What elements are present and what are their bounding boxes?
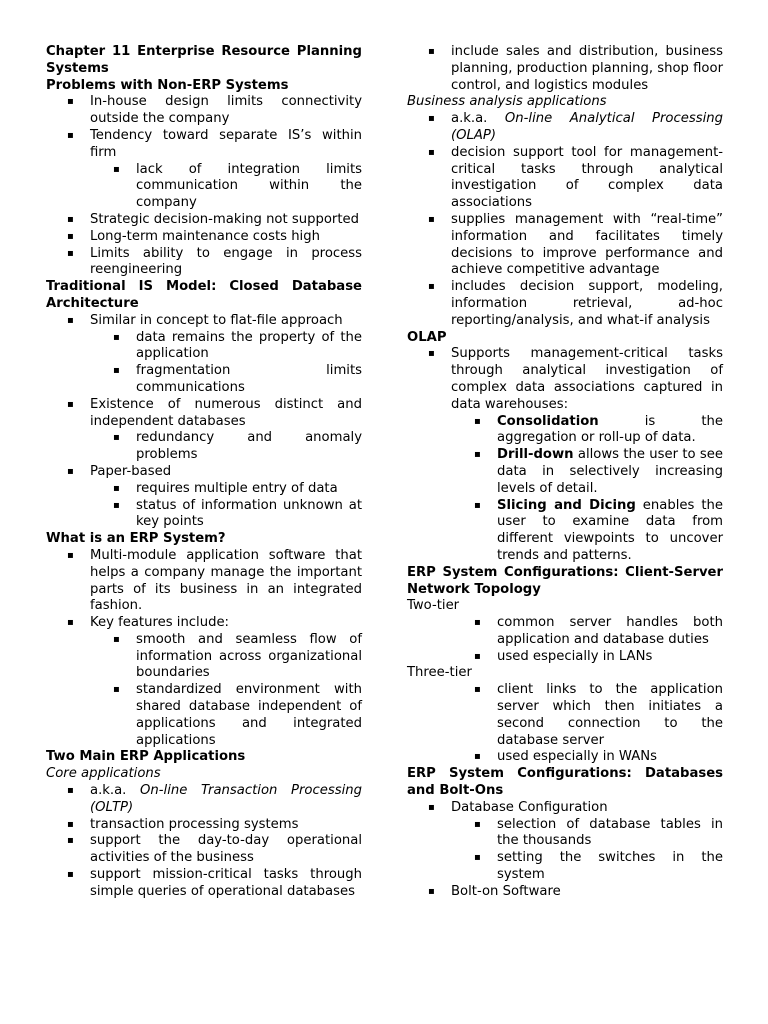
item-text: Supports management-critical tasks through analytical investigation of complex data associations captured in data warehouses: bbox=[451, 346, 723, 412]
sub-bullet-item bbox=[407, 649, 723, 666]
square-bullet-icon: ▪ bbox=[67, 213, 74, 225]
bullet-item bbox=[46, 94, 362, 128]
item-text: Long-term maintenance costs high bbox=[90, 228, 320, 244]
bullet-item bbox=[46, 229, 362, 246]
sub-bullet-item bbox=[407, 447, 723, 497]
square-bullet-icon: ▪ bbox=[67, 785, 74, 797]
square-bullet-icon: ▪ bbox=[474, 818, 481, 830]
item-text: requires multiple entry of data bbox=[136, 480, 338, 496]
bullet-item bbox=[46, 615, 362, 632]
section-heading: Chapter 11 Enterprise Resource Planning Systems bbox=[46, 44, 362, 76]
item-emphasis: On-line Analytical Processing (OLAP) bbox=[451, 111, 723, 143]
bullet-item bbox=[407, 145, 723, 212]
item-text: smooth and seamless flow of information across organizational boundaries bbox=[136, 631, 362, 681]
square-bullet-icon: ▪ bbox=[428, 281, 435, 293]
sub-bullet-item bbox=[46, 498, 362, 532]
item-text: Database Configuration bbox=[451, 799, 608, 815]
item-text: common server handles both application and database duties bbox=[497, 615, 723, 647]
item-text: fragmentation limits communications bbox=[136, 363, 362, 395]
sub-bullet-item bbox=[46, 682, 362, 749]
square-bullet-icon: ▪ bbox=[67, 869, 74, 881]
item-text: include sales and distribution, business planning, production planning, shop floor control, and logistics modules bbox=[451, 44, 723, 93]
square-bullet-icon: ▪ bbox=[67, 835, 74, 847]
item-text: client links to the application server which then initiates a second connection to the database server bbox=[497, 682, 723, 748]
square-bullet-icon: ▪ bbox=[428, 885, 435, 897]
square-bullet-icon: ▪ bbox=[474, 650, 481, 662]
square-bullet-icon: ▪ bbox=[113, 432, 120, 444]
item-text: includes decision support, modeling, information retrieval, ad-hoc reporting/analysis, and what-if analysis bbox=[451, 279, 723, 328]
sub-bullet-item bbox=[407, 850, 723, 884]
square-bullet-icon: ▪ bbox=[474, 684, 481, 696]
subheading: Core applications bbox=[46, 766, 161, 782]
paragraph: Two-tier bbox=[407, 598, 460, 614]
item-text: decision support tool for management-critical tasks through analytical investigation of complex data associations bbox=[451, 144, 723, 211]
bullet-item bbox=[407, 346, 723, 413]
bullet-item bbox=[46, 817, 362, 834]
item-text: standardized environment with shared database independent of applications and integrated applications bbox=[136, 682, 362, 748]
item-emphasis: On-line Transaction Processing (OLTP) bbox=[90, 783, 362, 815]
square-bullet-icon: ▪ bbox=[113, 163, 120, 175]
item-text: Existence of numerous distinct and independent databases bbox=[90, 396, 362, 429]
bullet-item bbox=[46, 464, 362, 481]
sub-bullet-item bbox=[46, 481, 362, 498]
bullet-item bbox=[46, 212, 362, 229]
square-bullet-icon: ▪ bbox=[474, 449, 481, 461]
bullet-item bbox=[407, 884, 723, 901]
square-bullet-icon: ▪ bbox=[474, 617, 481, 629]
item-term: Drill-down bbox=[497, 447, 574, 463]
bullet-item bbox=[46, 313, 362, 330]
square-bullet-icon: ▪ bbox=[67, 465, 74, 477]
section-heading: What is an ERP System? bbox=[46, 531, 226, 547]
item-text: a.k.a. bbox=[90, 783, 141, 799]
item-text: support mission-critical tasks through simple queries of operational databases bbox=[90, 867, 362, 899]
square-bullet-icon: ▪ bbox=[428, 348, 435, 360]
item-text: data remains the property of the application bbox=[136, 329, 362, 362]
square-bullet-icon: ▪ bbox=[428, 46, 435, 57]
item-text: Key features include: bbox=[90, 615, 229, 631]
bullet-item bbox=[407, 800, 723, 817]
item-text: transaction processing systems bbox=[90, 816, 299, 832]
sub-bullet-item bbox=[46, 363, 362, 397]
square-bullet-icon: ▪ bbox=[113, 482, 120, 494]
sub-bullet-item bbox=[46, 632, 362, 682]
square-bullet-icon: ▪ bbox=[474, 751, 481, 763]
sub-bullet-item bbox=[46, 162, 362, 212]
square-bullet-icon: ▪ bbox=[67, 314, 74, 326]
square-bullet-icon: ▪ bbox=[67, 247, 74, 259]
item-text: status of information unknown at key points bbox=[136, 497, 362, 530]
item-text: Similar in concept to flat-file approach bbox=[90, 312, 343, 328]
item-term: Slicing and Dicing bbox=[497, 497, 636, 513]
square-bullet-icon: ▪ bbox=[113, 633, 120, 645]
sub-bullet-item bbox=[46, 430, 362, 464]
square-bullet-icon: ▪ bbox=[428, 213, 435, 225]
square-bullet-icon: ▪ bbox=[67, 549, 74, 561]
item-text: selection of database tables in the thousands bbox=[497, 816, 723, 849]
sub-bullet-item bbox=[407, 615, 723, 649]
square-bullet-icon: ▪ bbox=[113, 331, 120, 343]
item-term: Consolidation bbox=[497, 413, 599, 429]
bullet-item bbox=[46, 867, 362, 901]
item-text: used especially in LANs bbox=[497, 648, 653, 664]
square-bullet-icon: ▪ bbox=[67, 96, 74, 108]
subheading: Business analysis applications bbox=[407, 94, 607, 110]
square-bullet-icon: ▪ bbox=[67, 818, 74, 830]
item-text: Multi-module application software that helps a company manage the important parts of its business in an integrated fashion. bbox=[90, 547, 362, 614]
item-text: supplies management with “real-time” information and facilitates timely decisions to improve performance and achieve competitive advantage bbox=[451, 211, 723, 278]
bullet-item bbox=[46, 783, 362, 817]
left-column bbox=[46, 44, 362, 901]
bullet-item bbox=[46, 833, 362, 867]
bullet-item bbox=[46, 397, 362, 431]
section-heading: OLAP bbox=[407, 329, 447, 345]
sub-bullet-item bbox=[407, 817, 723, 851]
item-text: Tendency toward separate IS’s within firm bbox=[90, 127, 362, 160]
square-bullet-icon: ▪ bbox=[113, 499, 120, 511]
sub-bullet-item bbox=[407, 682, 723, 749]
item-text: Bolt-on Software bbox=[451, 883, 561, 899]
item-text: enables the user to examine data from different viewpoints to uncover trends and patterns. bbox=[497, 497, 723, 563]
sub-bullet-item bbox=[407, 498, 723, 565]
square-bullet-icon: ▪ bbox=[474, 499, 481, 511]
paragraph: Three-tier bbox=[407, 665, 472, 681]
item-text: setting the switches in the system bbox=[497, 850, 723, 883]
square-bullet-icon: ▪ bbox=[474, 415, 481, 427]
bullet-item bbox=[46, 548, 362, 615]
bullet-item bbox=[46, 128, 362, 162]
item-text: support the day-to-day operational activities of the business bbox=[90, 833, 362, 866]
square-bullet-icon: ▪ bbox=[113, 684, 120, 696]
item-text: allows the user to see data in selectively increasing levels of detail. bbox=[497, 447, 723, 496]
section-heading: Problems with Non-ERP Systems bbox=[46, 77, 289, 93]
square-bullet-icon: ▪ bbox=[67, 129, 74, 141]
square-bullet-icon: ▪ bbox=[67, 398, 74, 410]
section-heading: Two Main ERP Applications bbox=[46, 749, 246, 765]
sub-bullet-item bbox=[46, 330, 362, 364]
item-text: a.k.a. bbox=[451, 111, 505, 127]
item-text: lack of integration limits communication within the company bbox=[136, 161, 362, 211]
sub-bullet-item bbox=[407, 414, 723, 448]
item-text: In-house design limits connectivity outside the company bbox=[90, 94, 362, 127]
square-bullet-icon: ▪ bbox=[113, 365, 120, 377]
item-text: used especially in WANs bbox=[497, 749, 657, 765]
bullet-item bbox=[407, 279, 723, 329]
bullet-item bbox=[407, 212, 723, 279]
square-bullet-icon: ▪ bbox=[67, 230, 74, 242]
section-heading: Traditional IS Model: Closed Database Architecture bbox=[46, 279, 362, 311]
sub-bullet-item bbox=[407, 749, 723, 766]
section-heading: ERP System Configurations: Databases and Bolt-Ons bbox=[407, 766, 723, 799]
item-text: Paper-based bbox=[90, 463, 172, 479]
square-bullet-icon: ▪ bbox=[428, 113, 435, 125]
item-text: redundancy and anomaly problems bbox=[136, 430, 362, 463]
bullet-item bbox=[407, 111, 723, 145]
right-column bbox=[407, 44, 723, 901]
square-bullet-icon: ▪ bbox=[428, 801, 435, 813]
section-heading: ERP System Configurations: Client-Server Network Topology bbox=[407, 564, 723, 597]
item-text: is the aggregation or roll-up of data. bbox=[497, 413, 723, 446]
item-text: Limits ability to engage in process reengineering bbox=[90, 245, 362, 278]
bullet-item bbox=[407, 44, 723, 94]
square-bullet-icon: ▪ bbox=[428, 146, 435, 158]
bullet-item bbox=[46, 246, 362, 280]
square-bullet-icon: ▪ bbox=[67, 617, 74, 629]
item-text: Strategic decision-making not supported bbox=[90, 211, 359, 227]
square-bullet-icon: ▪ bbox=[474, 852, 481, 864]
